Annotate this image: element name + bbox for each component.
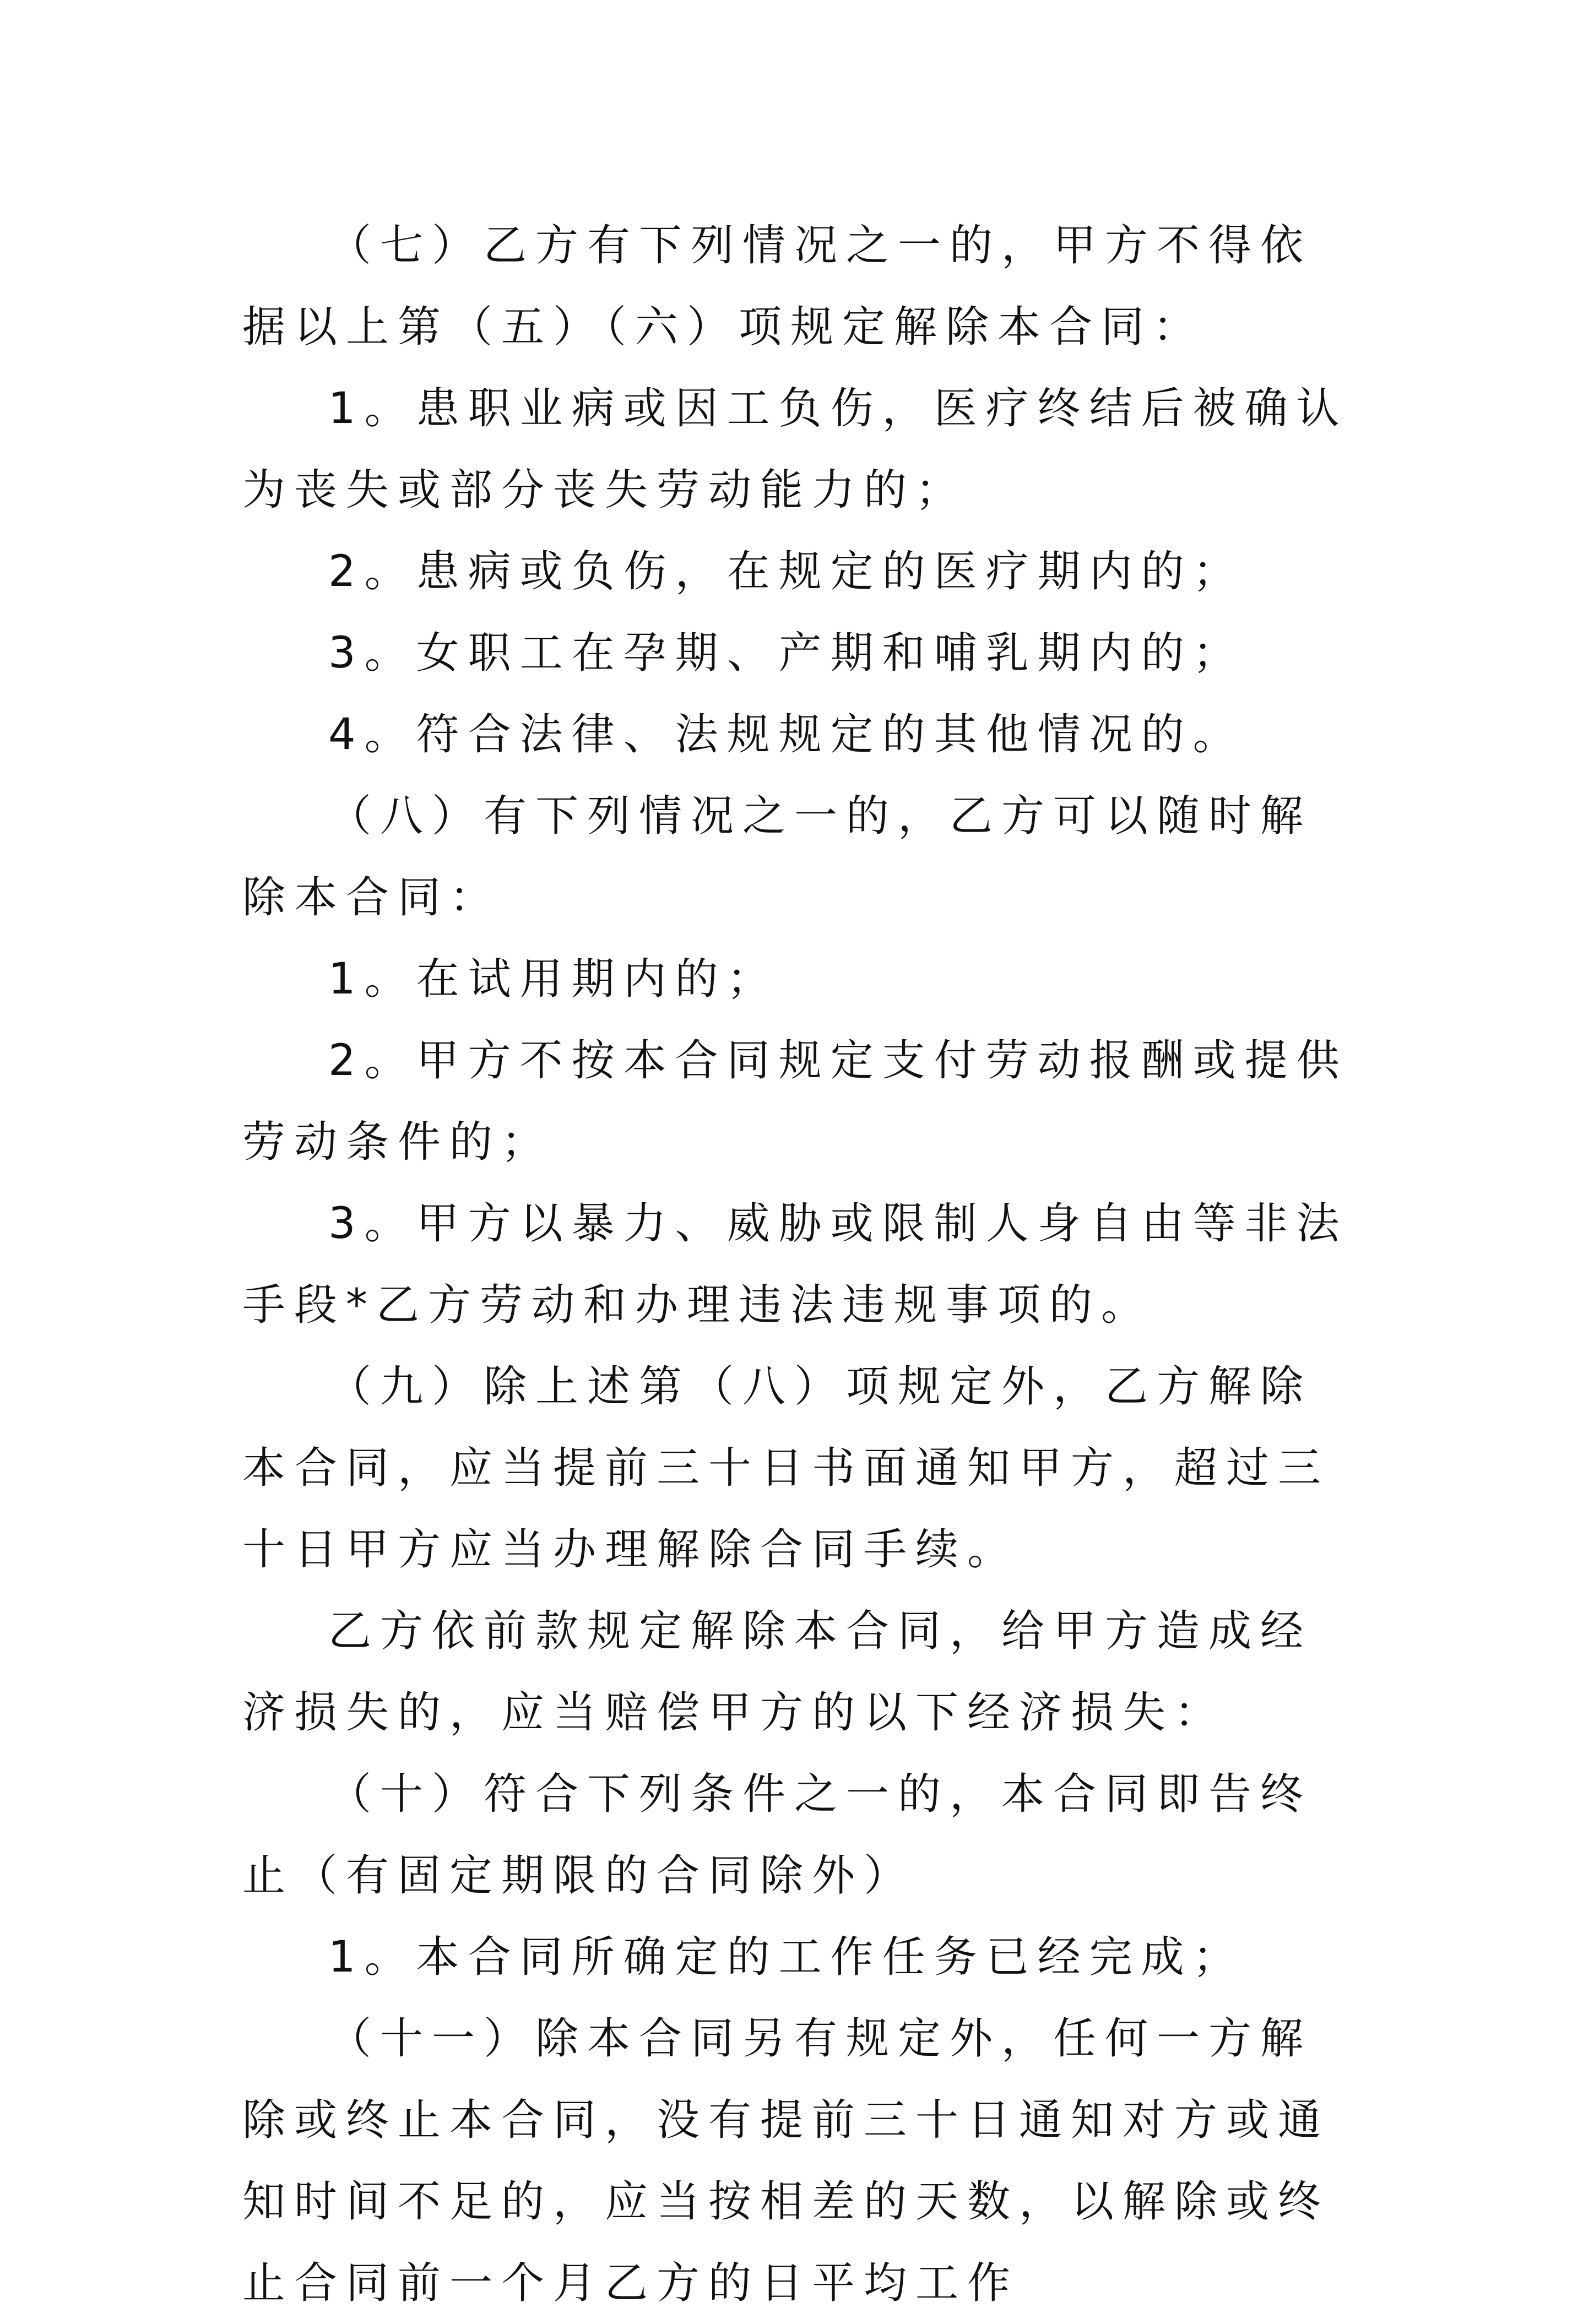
clause-8-heading: （八）有下列情况之一的，乙方可以随时解除本合同： — [242, 791, 1313, 922]
clause-7-item-3: 3。女职工在孕期、产期和哺乳期内的； — [328, 628, 1245, 678]
clause-9: （九）除上述第（八）项规定外，乙方解除本合同，应当提前三十日书面通知甲方，超过三十日甲方应当办理解除合同手续。 — [242, 1362, 1330, 1574]
clause-10-heading: （十）符合下列条件之一的，本合同即告终止（有固定期限的合同除外） — [242, 1769, 1313, 1901]
clause-11: （十一）除本合同另有规定外，任何一方解除或终止本合同，没有提前三十日通知对方或通知时间不足的，应当按相差的天数，以解除或终止合同前一个月乙方的日平均工作 — [242, 2014, 1330, 2308]
contract-text — [242, 205, 1360, 2324]
clause-7-item-2: 2。患病或负伤，在规定的医疗期内的； — [328, 547, 1245, 596]
clause-8-item-2: 2。甲方不按本合同规定支付劳动报酬或提供劳动条件的； — [242, 1036, 1348, 1167]
clause-8-item-1: 1。在试用期内的； — [328, 954, 779, 1004]
clause-9-compensation: 乙方依前款规定解除本合同，给甲方造成经济损失的，应当赔偿甲方的以下经济损失： — [242, 1606, 1313, 1737]
clause-7-item-4: 4。符合法律、法规规定的其他情况的。 — [328, 710, 1245, 759]
clause-7-heading: （七）乙方有下列情况之一的，甲方不得依据以上第（五）（六）项规定解除本合同： — [242, 221, 1313, 352]
clause-8-item-3: 3。甲方以暴力、威胁或限制人身自由等非法手段*乙方劳动和办理违法违规事项的。 — [242, 1199, 1348, 1330]
clause-7-item-1: 1。患职业病或因工负伤，医疗终结后被确认为丧失或部分丧失劳动能力的； — [242, 384, 1348, 515]
clause-10-item-1: 1。本合同所确定的工作任务已经完成； — [328, 1932, 1245, 1982]
